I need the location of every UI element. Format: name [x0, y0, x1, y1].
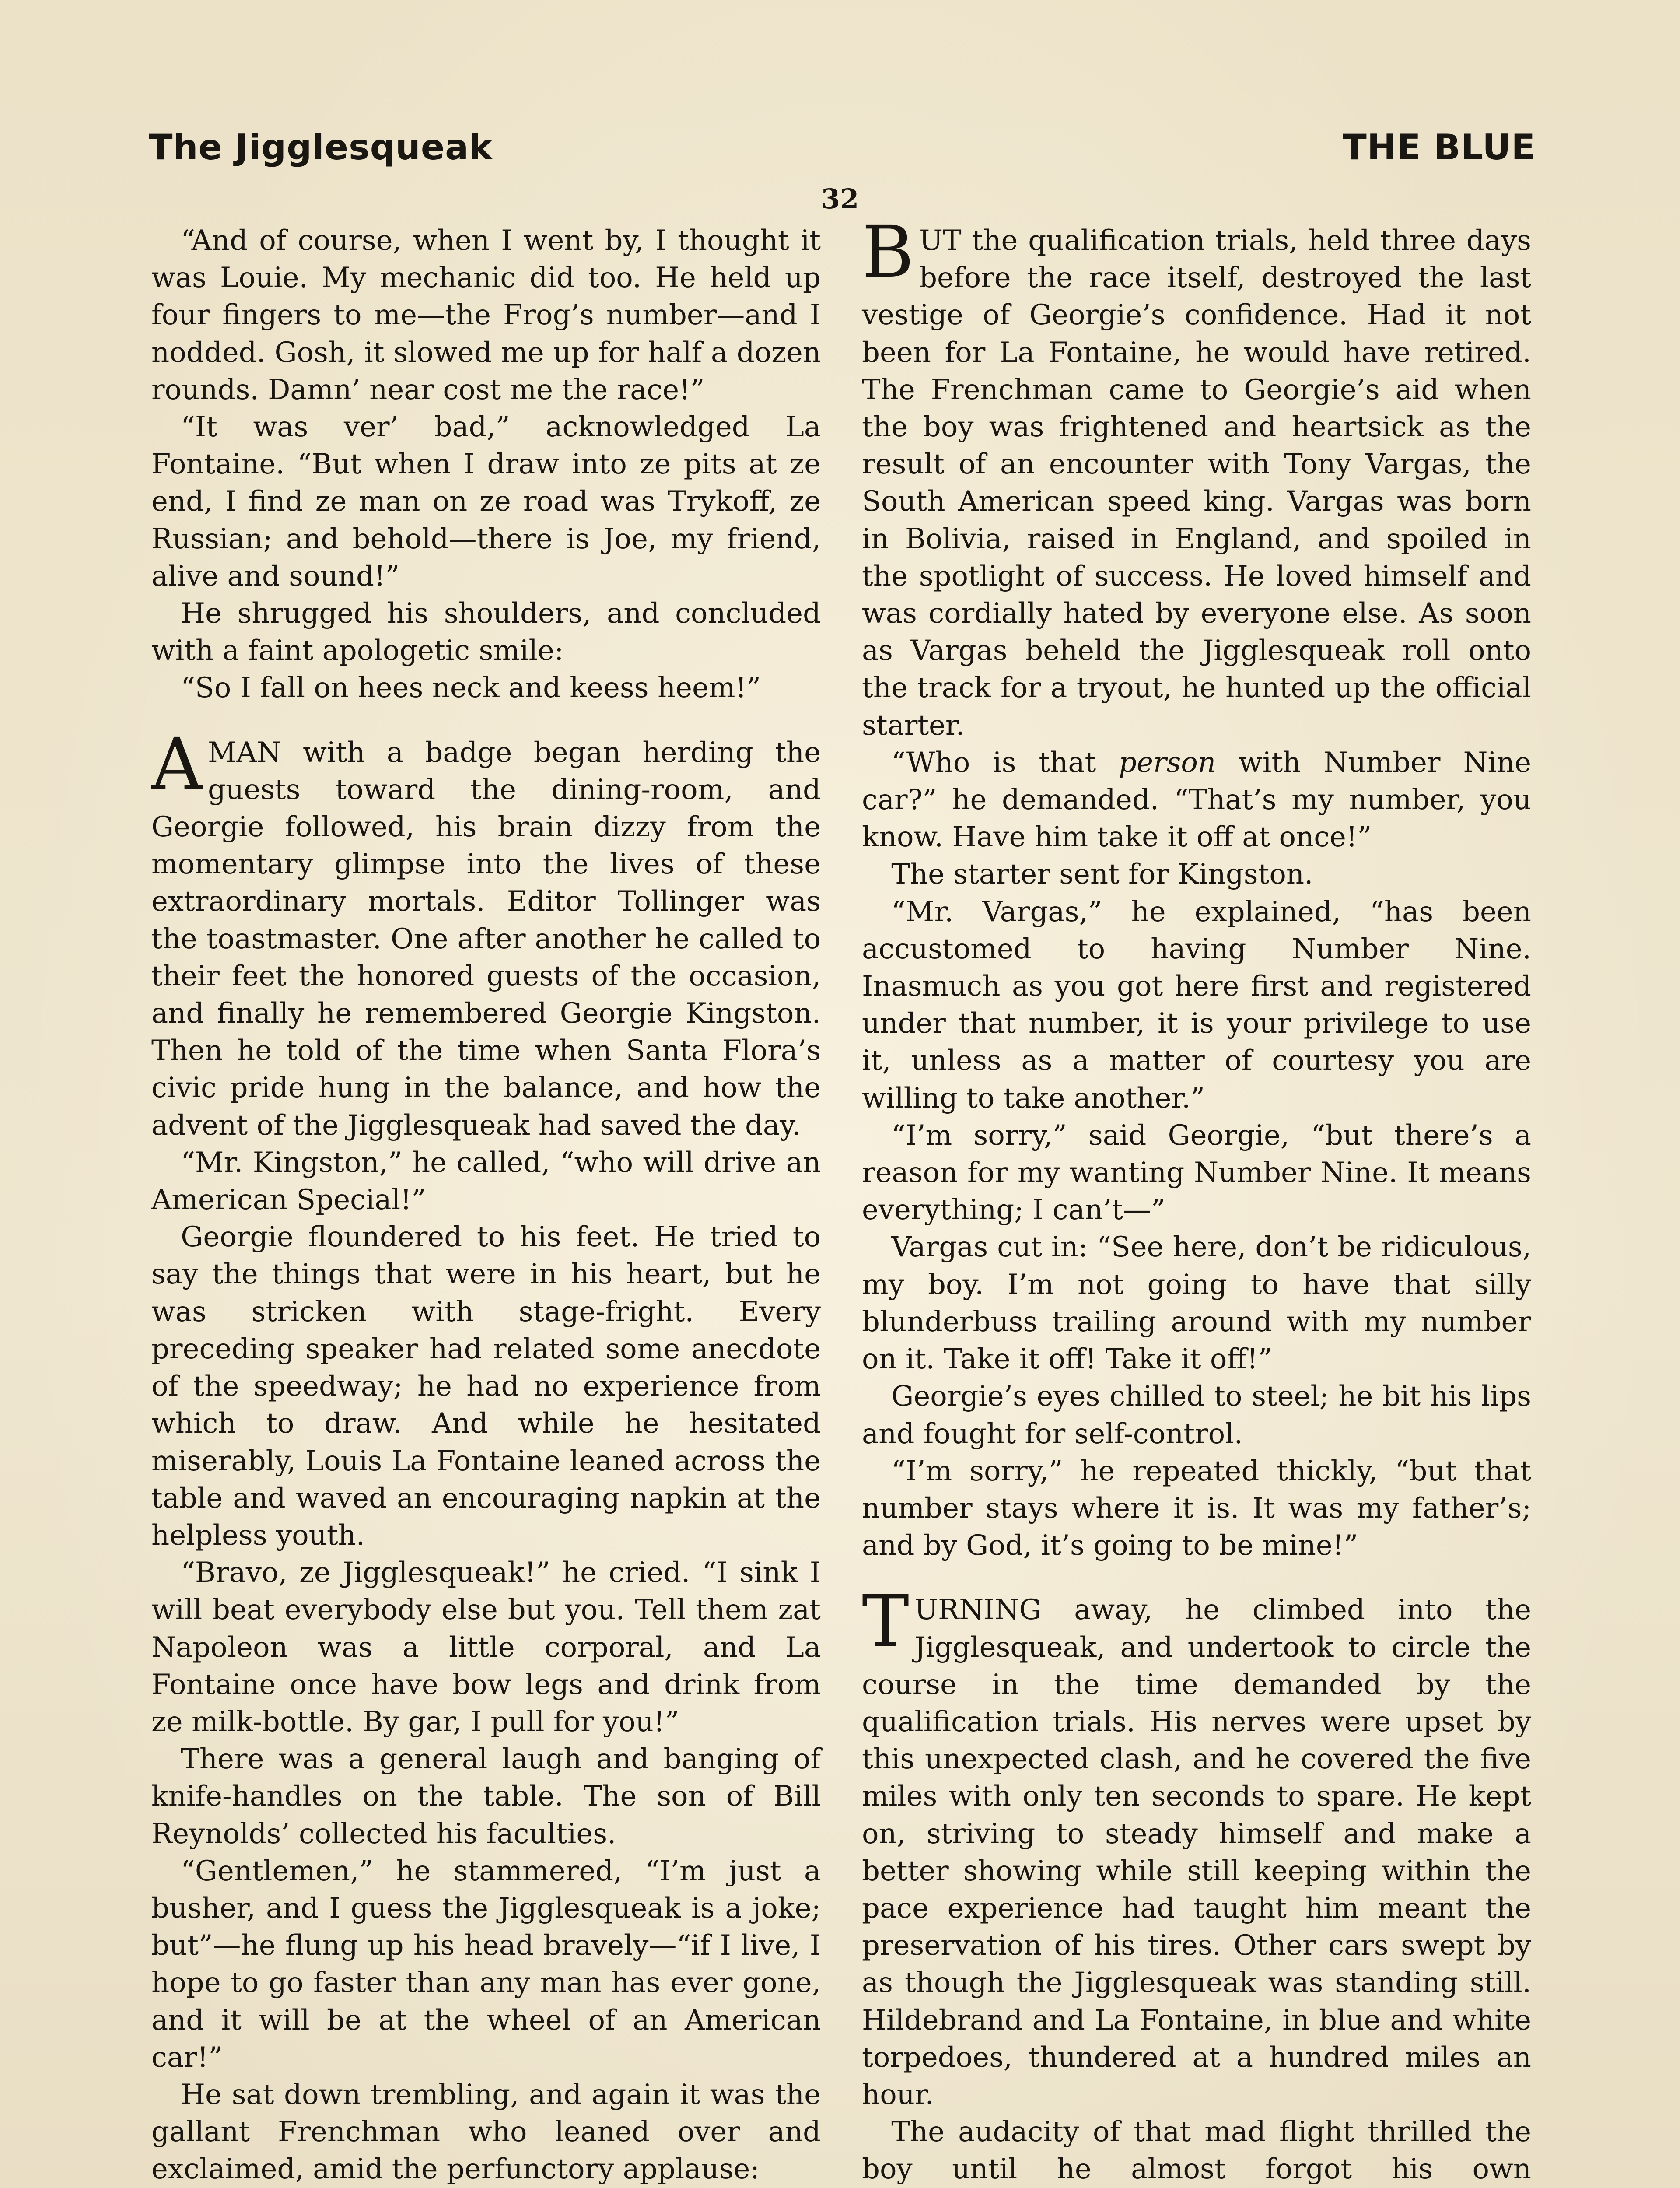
- paragraph: “Mr. Kingston,” he called, “who will drive an American Special!”: [151, 1146, 821, 1217]
- paragraph: He sat down trembling, and again it was the gallant Frenchman who leaned over and exclaimed, amid the perfunctory applause:: [151, 2078, 821, 2186]
- drop-cap: T: [862, 1581, 910, 1663]
- paragraph: “Gentlemen,” he stammered, “I’m just a busher, and I guess the Jigglesqueak is a joke; but”—he flung up his head bravely—“if I live, I hope to go faster than any man has ever gone, and it will be at the wheel of an American car!”: [151, 1855, 821, 2074]
- section-opening-paragraph: [862, 211, 1531, 744]
- paragraph: [862, 744, 1531, 856]
- drop-cap: A: [151, 723, 203, 806]
- paragraph: The audacity of that mad flight thrilled the boy until he almost forgot his own: [862, 2116, 1531, 2186]
- drop-cap: B: [862, 211, 914, 294]
- running-head-title: The Jigglesqueak: [149, 127, 493, 168]
- section-lead-text: URNING away, he climbed into the Jigglesqueak, and undertook to circle the course in the time demanded by the qualification trials. His nerves were upset by this unexpected clash, and he covered the five miles with only ten seconds to spare. He kept on, striving to steady himself and make a better showing while still keeping within the pace experience had taught him meant the preservation of his tires. Other cars swept by as though the Jigglesqueak was standing still. Hildebrand and La Fontaine, in blue and white torpedoes, thundered at a hundred miles an hour.: [862, 1594, 1531, 2111]
- paragraph: “Bravo, ze Jigglesqueak!” he cried. “I sink I will beat everybody else but you. Tell them zat Napoleon was a little corporal, and La Fontaine once have bow legs and drink from ze milk-bottle. By gar, I pull for you!”: [151, 1557, 821, 1738]
- paragraph: Vargas cut in: “See here, don’t be ridiculous, my boy. I’m not going to have that silly blunderbuss trailing around with my number on it. Take it off! Take it off!”: [862, 1231, 1531, 1376]
- section-opening-paragraph: [151, 723, 821, 1144]
- right-column: [862, 211, 1531, 2188]
- paragraph: Georgie’s eyes chilled to steel; he bit his lips and fought for self-control.: [862, 1380, 1531, 1450]
- paragraph: The starter sent for Kingston.: [891, 858, 1313, 891]
- text-run: with Number Nine car?” he demanded. “That’s my number, you know. Have him take it off at once!”: [862, 746, 1531, 854]
- page-number: 32: [821, 183, 859, 215]
- paragraph: “And of course, when I went by, I thought it was Louie. My mechanic did too. He held up four fingers to me—the Frog’s number—and I nodded. Gosh, it slowed me up for half a dozen rounds. Damn’ near cost me the race!”: [151, 224, 821, 406]
- paragraph: He shrugged his shoulders, and concluded with a faint apologetic smile:: [151, 597, 821, 667]
- running-head-magazine: THE BLUE: [1343, 127, 1536, 168]
- paragraph: “Mr. Vargas,” he explained, “has been accustomed to having Number Nine. Inasmuch as you got here first and registered under that number, it is your privilege to use it, unless as a matter of courtesy you are willing to take another.”: [862, 895, 1531, 1115]
- section-opening-paragraph: [862, 1581, 1531, 2114]
- left-column: [151, 222, 821, 2188]
- paragraph: “I’m sorry,” he repeated thickly, “but that number stays where it is. It was my father’s; and by God, it’s going to be mine!”: [862, 1455, 1531, 1562]
- text-run: “Who is that: [891, 746, 1119, 779]
- italic-text: person: [1119, 746, 1216, 779]
- section-lead-text: UT the qualification trials, held three days before the race itself, destroyed the last vestige of Georgie’s confidence. Had it not been for La Fontaine, he would have retired. The Frenchman came to Georgie’s aid when the boy was frightened and heartsick as the result of an encounter with Tony Vargas, the South American speed king. Vargas was born in Bolivia, raised in England, and spoiled in the spotlight of success. He loved himself and was cordially hated by everyone else. As soon as Vargas beheld the Jigglesqueak roll onto the track for a tryout, he hunted up the official starter.: [862, 224, 1531, 742]
- paragraph: There was a general laugh and banging of knife-handles on the table. The son of Bill Reynolds’ collected his faculties.: [151, 1743, 821, 1850]
- paragraph: “So I fall on hees neck and keess heem!”: [181, 672, 761, 705]
- paragraph: Georgie floundered to his feet. He tried to say the things that were in his heart, but he was stricken with stage-fright. Every preceding speaker had related some anecdote of the speedway; he had no experience from which to draw. And while he hesitated miserably, Louis La Fontaine leaned across the table and waved an encouraging napkin at the helpless youth.: [151, 1221, 821, 1552]
- paragraph: “I’m sorry,” said Georgie, “but there’s a reason for my wanting Number Nine. It means everything; I can’t—”: [862, 1119, 1531, 1227]
- paragraph: “It was ver’ bad,” acknowledged La Fontaine. “But when I draw into ze pits at ze end, I find ze man on ze road was Trykoff, ze Russian; and behold—there is Joe, my friend, alive and sound!”: [151, 411, 821, 593]
- section-lead-text: MAN with a badge began herding the guests toward the dining-room, and Georgie followed, his brain dizzy from the momentary glimpse into the lives of these extraordinary mortals. Editor Tollinger was the toastmaster. One after another he called to their feet the honored guests of the occasion, and finally he remembered Georgie Kingston. Then he told of the time when Santa Flora’s civic pride hung in the balance, and how the advent of the Jigglesqueak had saved the day.: [151, 736, 821, 1142]
